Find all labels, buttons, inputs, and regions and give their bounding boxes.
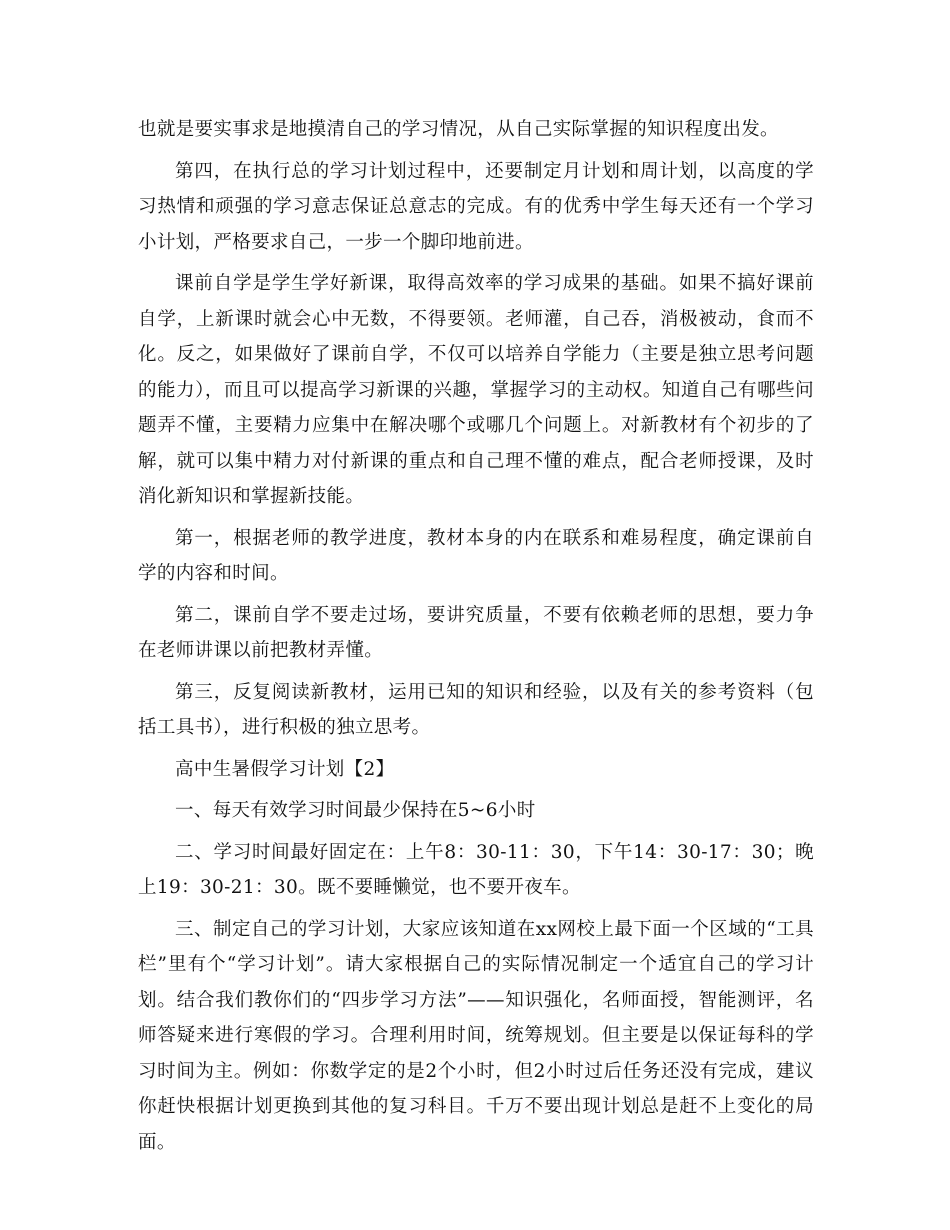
paragraph-2: 第四，在执行总的学习计划过程中，还要制定月计划和周计划，以高度的学习热情和顽强的学习意志保证总意志的完成。有的优秀中学生每天还有一个学习小计划，严格要求自己，一步一个脚印地前进。 xyxy=(138,160,814,253)
paragraph-4: 第一，根据老师的教学进度，教材本身的内在联系和难易程度，确定课前自学的内容和时间。 xyxy=(138,527,814,584)
section-heading: 高中生暑假学习计划【2】 xyxy=(175,758,395,780)
paragraph-9: 二、学习时间最好固定在：上午8：30-11：30，下午14：30-17：30；晚上19：30-21：30。既不要睡懒觉，也不要开夜车。 xyxy=(138,841,814,898)
paragraph-5: 第二，课前自学不要走过场，要讲究质量，不要有依赖老师的思想，要力争在老师讲课以前把教材弄懂。 xyxy=(138,604,814,661)
paragraph-3: 课前自学是学生学好新课，取得高效率的学习成果的基础。如果不搞好课前自学，上新课时就会心中无数，不得要领。老师灌，自己吞，消极被动，食而不化。反之，如果做好了课前自学，不仅可以培养自学能力（主要是独立思考问题的能力），而且可以提高学习新课的兴趣，掌握学习的主动权。知道自己有哪些问题弄不懂，主要精力应集中在解决哪个或哪几个问题上。对新教材有个初步的了解，就可以集中精力对付新课的重点和自己理不懂的难点，配合老师授课，及时消化新知识和掌握新技能。 xyxy=(138,273,814,507)
paragraph-6: 第三，反复阅读新教材，运用已知的知识和经验，以及有关的参考资料（包括工具书），进行积极的独立思考。 xyxy=(138,681,814,738)
paragraph-10: 三、制定自己的学习计划，大家应该知道在xx网校上最下面一个区域的“工具栏”里有个“学习计划”。请大家根据自己的实际情况制定一个适宜自己的学习计划。结合我们教你们的“四步学习方法”——知识强化，名师面授，智能测评，名师答疑来进行寒假的学习。合理利用时间，统筹规划。但主要是以保证每科的学习时间为主。例如：你数学定的是2个小时，但2小时过后任务还没有完成，建议你赶快根据计划更换到其他的复习科目。千万不要出现计划总是赶不上变化的局面。 xyxy=(138,918,814,1153)
paragraph-8: 一、每天有效学习时间最少保持在5~6小时 xyxy=(175,800,536,821)
document-body xyxy=(138,112,814,1166)
paragraph-1: 也就是要实事求是地摸清自己的学习情况，从自己实际掌握的知识程度出发。 xyxy=(138,119,779,140)
